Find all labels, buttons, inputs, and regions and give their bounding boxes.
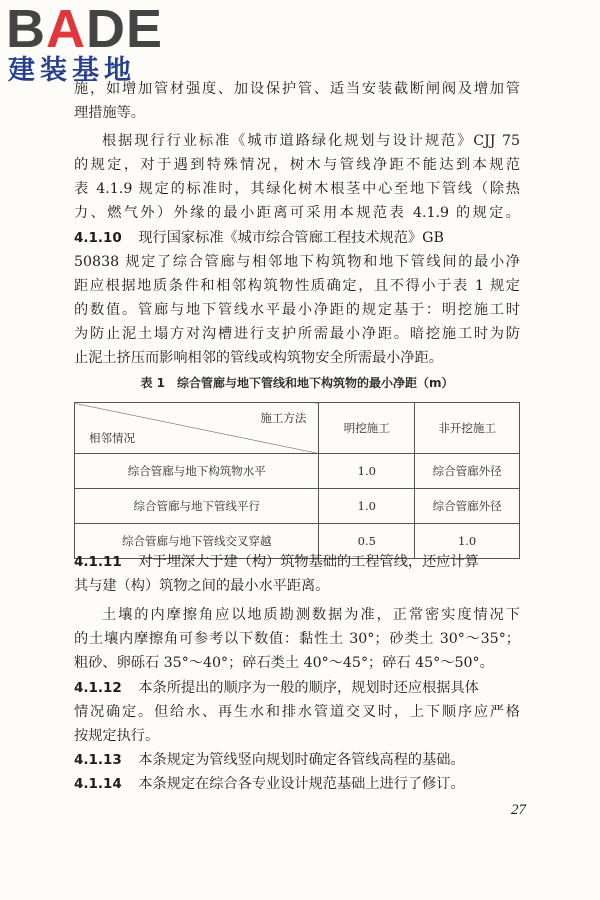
table-row (75, 489, 520, 524)
column-header: 明挖施工 (319, 403, 415, 454)
logo-subtitle: 建装基地 (8, 55, 136, 86)
text-line: 止泥土挤压而影响相邻的管线或构筑物安全所需最小净距。 (74, 350, 443, 366)
clause-number: 4.1.13 (74, 752, 122, 768)
cell-trenchless: 综合管廊外径 (415, 454, 520, 489)
text-line: 的土壤内摩擦角可参考以下数值：黏性土 30°；砂类土 30°～35°； (74, 631, 520, 647)
text-line: 距应根据地质条件和相邻构筑物性质确定，且不得小于表 1 规定 (74, 278, 520, 294)
row-label: 综合管廊与地下管线交叉穿越 (75, 524, 319, 559)
clause-4-1-12 (74, 676, 520, 700)
table-corner-cell (75, 403, 319, 454)
text-line: 为防止泥土塌方对沟槽进行支护所需最小净距。暗挖施工时为防 (74, 326, 520, 342)
row-label: 综合管廊与地下构筑物水平 (75, 454, 319, 489)
cell-trenchless: 1.0 (415, 524, 520, 559)
clause-text: 本条规定为管线竖向规划时确定各管线高程的基础。 (138, 752, 465, 768)
cell-open-cut: 1.0 (319, 454, 415, 489)
text-line: 理措施等。 (74, 105, 145, 121)
clause-number: 4.1.14 (74, 776, 122, 792)
text-line: 50838 规定了综合管廊与相邻地下构筑物和地下管线间的最小净 (74, 254, 520, 270)
text-line: 情况确定。但给水、再生水和排水管道交叉时，上下顺序应严格 (74, 704, 520, 720)
cell-open-cut: 0.5 (319, 524, 415, 559)
column-header: 非开挖施工 (415, 403, 520, 454)
logo-wordmark: BADE (6, 0, 164, 59)
clause-number: 4.1.12 (74, 680, 122, 696)
clause-4-1-10 (74, 226, 520, 250)
clearance-table (74, 402, 520, 559)
text-line: 表 4.1.9 规定的标准时，其绿化树木根茎中心至地下管线（除热 (74, 181, 520, 197)
clause-4-1-11 (74, 550, 520, 574)
text-line: 的数值。管廊与地下管线水平最小净距的规定基于：明挖施工时 (74, 302, 520, 318)
text-line: 施，如增加管材强度、加设保护管、适当安装截断闸阀及增加管 (74, 81, 520, 97)
clause-text: 本条规定在综合各专业设计规范基础上进行了修订。 (138, 776, 465, 792)
cell-trenchless: 综合管廊外径 (415, 489, 520, 524)
clause-text: 现行国家标准《城市综合管廊工程技术规范》GB (138, 230, 444, 246)
page-number: 27 (511, 802, 526, 818)
corner-label-method: 施工方法 (260, 411, 307, 425)
cell-open-cut: 1.0 (319, 489, 415, 524)
clause-4-1-14 (74, 772, 520, 796)
row-label: 综合管廊与地下管线平行 (75, 489, 319, 524)
clause-number: 4.1.10 (74, 230, 122, 246)
table-header-row (75, 403, 520, 454)
clause-text: 本条所提出的顺序为一般的顺序，规划时还应根据具体 (138, 680, 479, 696)
text-line: 粗砂、卵砾石 35°～40°；碎石类土 40°～45°；碎石 45°～50°。 (74, 655, 494, 671)
text-line: 按规定执行。 (74, 728, 160, 744)
clause-number: 4.1.11 (74, 554, 122, 570)
text-line: 其与建（构）筑物之间的最小水平距离。 (74, 578, 330, 594)
clause-text: 对于埋深大于建（构）筑物基础的工程管线，还应计算 (138, 554, 479, 570)
text-line: 的规定，对于遇到特殊情况，树木与管线净距不能达到本规范 (74, 157, 520, 173)
table-caption: 表 1 综合管廊与地下管线和地下构筑物的最小净距（m） (140, 376, 454, 390)
clause-4-1-13 (74, 748, 520, 772)
table-row (75, 454, 520, 489)
text-line: 根据现行行业标准《城市道路绿化规划与设计规范》CJJ 75 (102, 133, 520, 149)
corner-label-situation: 相邻情况 (89, 431, 135, 445)
text-line: 力、燃气外）外缘的最小距离可采用本规范表 4.1.9 的规定。 (74, 205, 520, 221)
text-line: 土壤的内摩擦角应以地质勘测数据为准，正常密实度情况下 (102, 607, 520, 623)
